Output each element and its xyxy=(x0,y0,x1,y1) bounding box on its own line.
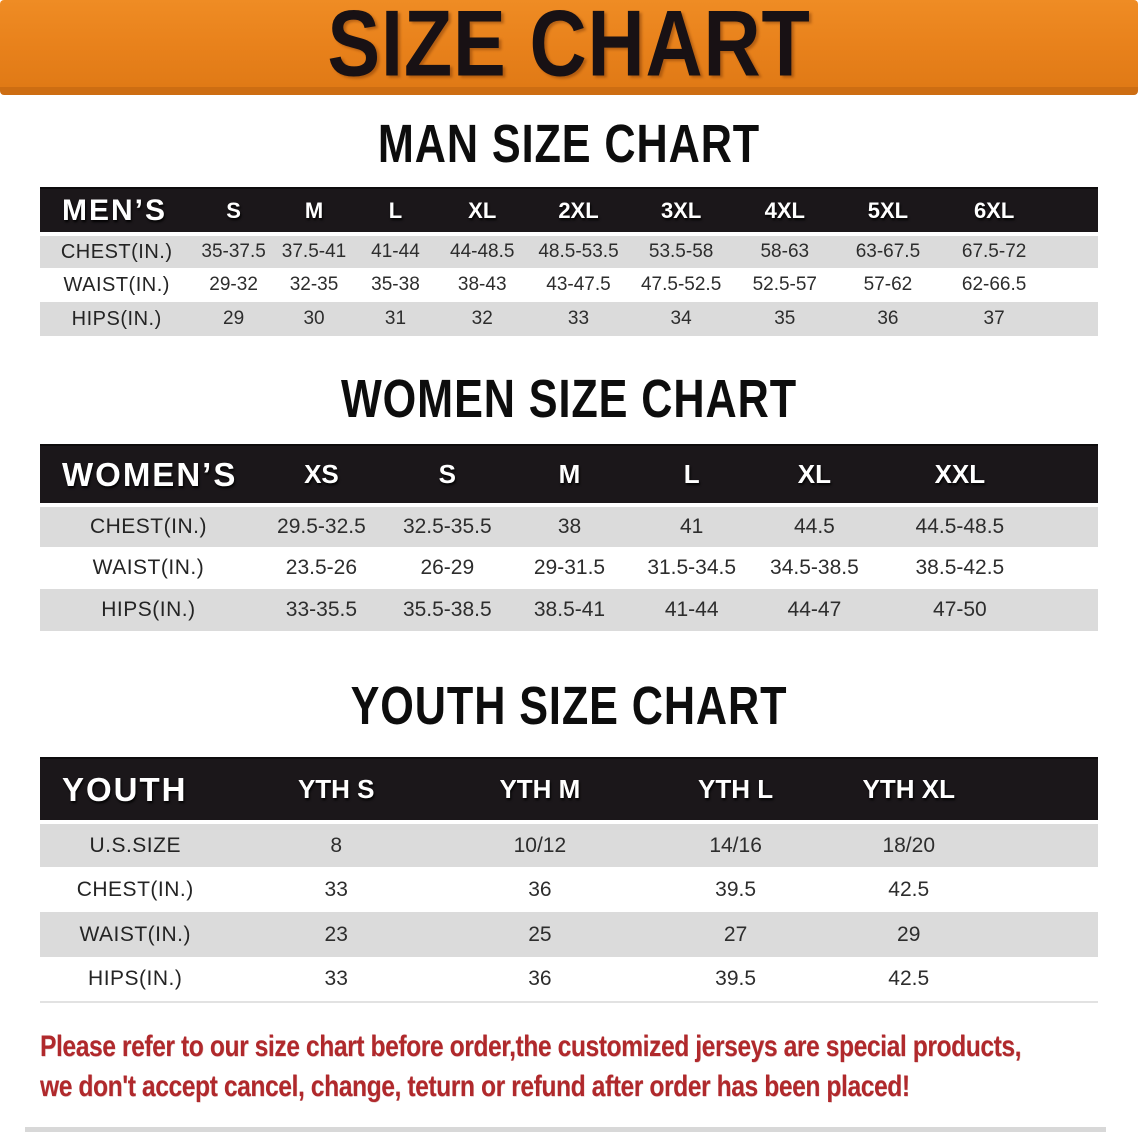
row-label: U.S.SIZE xyxy=(40,822,230,867)
size-column-header: 3XL xyxy=(629,188,733,234)
row-label: CHEST(IN.) xyxy=(40,234,193,268)
size-value: 38 xyxy=(509,505,631,547)
women-size-table xyxy=(40,444,1098,631)
size-value: 23.5-26 xyxy=(257,547,386,589)
size-value: 31.5-34.5 xyxy=(630,547,753,589)
section-youth xyxy=(0,676,1138,1003)
size-column-header: XL xyxy=(753,445,876,505)
size-value: 34.5-38.5 xyxy=(753,547,876,589)
row-label: CHEST(IN.) xyxy=(40,505,257,547)
size-value: 44-48.5 xyxy=(437,234,528,268)
size-value: 47.5-52.5 xyxy=(629,268,733,302)
measurement-row xyxy=(40,268,1098,302)
size-value: 35.5-38.5 xyxy=(386,589,509,631)
size-column-header: S xyxy=(193,188,273,234)
size-value: 44.5-48.5 xyxy=(876,505,1098,547)
bottom-divider xyxy=(25,1127,1106,1132)
size-value: 57-62 xyxy=(837,268,940,302)
row-label: WAIST(IN.) xyxy=(40,912,230,957)
size-value: 8 xyxy=(230,822,442,867)
size-column-header: 5XL xyxy=(837,188,940,234)
size-value: 14/16 xyxy=(638,822,834,867)
disclaimer-text xyxy=(40,1027,1022,1107)
size-value: 33 xyxy=(230,867,442,912)
size-value: 35 xyxy=(733,302,837,336)
size-value: 58-63 xyxy=(733,234,837,268)
row-label: WAIST(IN.) xyxy=(40,268,193,302)
size-value: 41 xyxy=(630,505,753,547)
size-value: 36 xyxy=(442,957,638,1002)
row-label: HIPS(IN.) xyxy=(40,302,193,336)
row-label: CHEST(IN.) xyxy=(40,867,230,912)
size-value: 23 xyxy=(230,912,442,957)
size-value: 35-37.5 xyxy=(193,234,273,268)
disclaimer-line-2: we don't accept cancel, change, teturn or refund after order has been placed! xyxy=(40,1070,910,1103)
size-value: 32.5-35.5 xyxy=(386,505,509,547)
women-table-body xyxy=(40,505,1098,631)
size-value: 37 xyxy=(939,302,1098,336)
size-column-header: M xyxy=(274,188,354,234)
men-table-body xyxy=(40,234,1098,336)
men-table-header xyxy=(40,188,1098,234)
size-value: 27 xyxy=(638,912,834,957)
size-value: 62-66.5 xyxy=(939,268,1098,302)
size-value: 33-35.5 xyxy=(257,589,386,631)
row-label: HIPS(IN.) xyxy=(40,589,257,631)
measurement-row xyxy=(40,957,1098,1002)
size-value: 25 xyxy=(442,912,638,957)
women-table-header xyxy=(40,445,1098,505)
women-section-heading: WOMEN SIZE CHART xyxy=(341,369,797,430)
size-value: 29 xyxy=(833,912,1098,957)
size-value: 36 xyxy=(837,302,940,336)
size-value: 34 xyxy=(629,302,733,336)
size-value: 18/20 xyxy=(833,822,1098,867)
measurement-row xyxy=(40,505,1098,547)
size-value: 33 xyxy=(528,302,630,336)
youth-section-heading: YOUTH SIZE CHART xyxy=(350,676,788,737)
group-label: WOMEN’S xyxy=(40,445,257,505)
size-column-header: YTH XL xyxy=(833,758,1098,822)
size-value: 41-44 xyxy=(354,234,437,268)
header-row xyxy=(40,445,1098,505)
size-value: 26-29 xyxy=(386,547,509,589)
size-value: 33 xyxy=(230,957,442,1002)
size-column-header: L xyxy=(630,445,753,505)
measurement-row xyxy=(40,867,1098,912)
size-value: 29-31.5 xyxy=(509,547,631,589)
size-value: 38.5-42.5 xyxy=(876,547,1098,589)
size-value: 42.5 xyxy=(833,867,1098,912)
size-value: 39.5 xyxy=(638,957,834,1002)
section-women xyxy=(0,369,1138,631)
size-value: 31 xyxy=(354,302,437,336)
size-value: 37.5-41 xyxy=(274,234,354,268)
size-column-header: 4XL xyxy=(733,188,837,234)
size-value: 30 xyxy=(274,302,354,336)
group-label: MEN’S xyxy=(40,188,193,234)
size-value: 29-32 xyxy=(193,268,273,302)
youth-table-body xyxy=(40,822,1098,1002)
header-row xyxy=(40,758,1098,822)
size-value: 29.5-32.5 xyxy=(257,505,386,547)
size-column-header: S xyxy=(386,445,509,505)
size-value: 38.5-41 xyxy=(509,589,631,631)
youth-size-table xyxy=(40,757,1098,1003)
size-value: 52.5-57 xyxy=(733,268,837,302)
size-value: 36 xyxy=(442,867,638,912)
banner-title: SIZE CHART xyxy=(327,0,811,96)
men-size-table xyxy=(40,187,1098,336)
size-column-header: XS xyxy=(257,445,386,505)
size-value: 39.5 xyxy=(638,867,834,912)
disclaimer-line-1: Please refer to our size chart before order,the customized jerseys are special products, xyxy=(40,1030,1022,1063)
size-column-header: XXL xyxy=(876,445,1098,505)
size-value: 10/12 xyxy=(442,822,638,867)
size-column-header: YTH S xyxy=(230,758,442,822)
size-column-header: M xyxy=(509,445,631,505)
size-value: 41-44 xyxy=(630,589,753,631)
size-column-header: XL xyxy=(437,188,528,234)
row-label: WAIST(IN.) xyxy=(40,547,257,589)
size-chart-banner xyxy=(0,0,1138,95)
size-value: 67.5-72 xyxy=(939,234,1098,268)
measurement-row xyxy=(40,589,1098,631)
measurement-row xyxy=(40,912,1098,957)
row-label: HIPS(IN.) xyxy=(40,957,230,1002)
size-value: 43-47.5 xyxy=(528,268,630,302)
size-value: 32 xyxy=(437,302,528,336)
size-column-header: YTH L xyxy=(638,758,834,822)
size-value: 44.5 xyxy=(753,505,876,547)
size-column-header: YTH M xyxy=(442,758,638,822)
size-value: 32-35 xyxy=(274,268,354,302)
size-value: 42.5 xyxy=(833,957,1098,1002)
size-value: 38-43 xyxy=(437,268,528,302)
header-row xyxy=(40,188,1098,234)
size-value: 48.5-53.5 xyxy=(528,234,630,268)
size-value: 35-38 xyxy=(354,268,437,302)
group-label: YOUTH xyxy=(40,758,230,822)
measurement-row xyxy=(40,547,1098,589)
size-value: 29 xyxy=(193,302,273,336)
size-value: 44-47 xyxy=(753,589,876,631)
section-men xyxy=(0,114,1138,336)
size-value: 53.5-58 xyxy=(629,234,733,268)
size-value: 47-50 xyxy=(876,589,1098,631)
measurement-row xyxy=(40,822,1098,867)
measurement-row xyxy=(40,234,1098,268)
measurement-row xyxy=(40,302,1098,336)
size-value: 63-67.5 xyxy=(837,234,940,268)
size-column-header: L xyxy=(354,188,437,234)
size-column-header: 2XL xyxy=(528,188,630,234)
size-column-header: 6XL xyxy=(939,188,1098,234)
youth-table-header xyxy=(40,758,1098,822)
men-section-heading: MAN SIZE CHART xyxy=(377,114,761,175)
